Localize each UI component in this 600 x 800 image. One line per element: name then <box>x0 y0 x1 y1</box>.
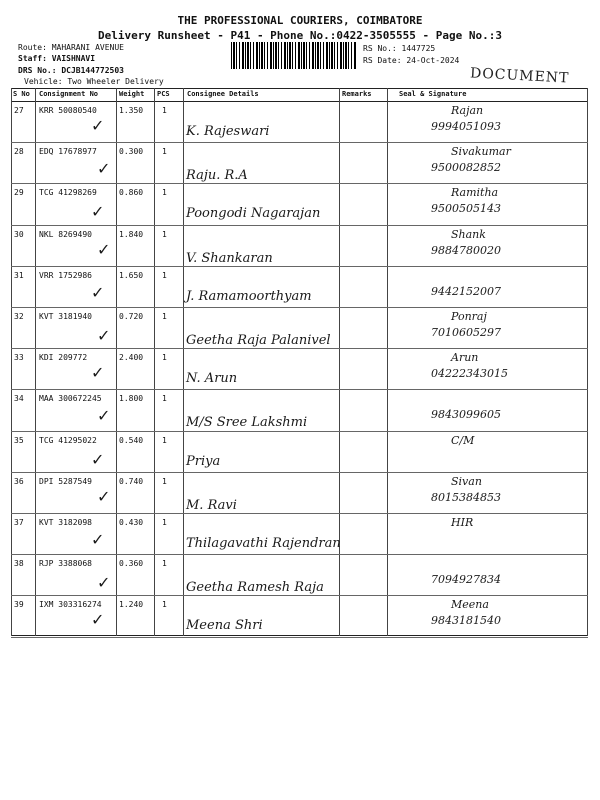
cell-consignment: KRR 50080540 <box>39 106 97 115</box>
consignee-name: M. Ravi <box>186 497 237 513</box>
consignee-phone: 9843099605 <box>431 408 501 422</box>
cell-weight: 1.350 <box>119 106 144 115</box>
cell-sno: 29 <box>14 188 24 198</box>
tick-mark: ✓ <box>91 449 105 469</box>
cell-weight: 0.360 <box>119 559 144 569</box>
cell-pcs: 1 <box>162 229 167 239</box>
cell-weight: 0.300 <box>119 147 144 157</box>
row-divider <box>11 637 588 638</box>
cell-sno: 38 <box>14 559 24 569</box>
signature: Sivan <box>451 474 482 488</box>
cell-pcs: 1 <box>162 394 167 404</box>
cell-consignment: KVT 3182098 <box>39 518 92 527</box>
cell-sno: 34 <box>14 394 24 404</box>
cell-consignment: MAA 300672245 <box>39 394 102 404</box>
rs-date: RS Date: 24-Oct-2024 <box>363 56 460 65</box>
consignee-phone: 7094927834 <box>431 573 501 587</box>
header-remarks: Remarks <box>342 90 372 98</box>
cell-pcs: 1 <box>162 559 167 569</box>
cell-weight: 2.400 <box>119 353 144 363</box>
cell-consignment: TCG 41295022 <box>39 435 97 445</box>
consignee-name: J. Ramamoorthyam <box>186 288 312 304</box>
cell-weight: 1.800 <box>119 394 144 404</box>
table-row <box>11 267 588 308</box>
tick-mark: ✓ <box>91 610 105 630</box>
cell-weight: 0.720 <box>119 312 144 321</box>
consignee-phone: 04222343015 <box>431 367 508 381</box>
rs-number: RS No.: 1447725 <box>363 44 436 53</box>
barcode <box>231 42 356 69</box>
consignee-name: Raju. R.A <box>186 168 248 184</box>
table-row <box>11 390 588 431</box>
tick-mark: ✓ <box>97 573 111 593</box>
consignee-name: Thilagavathi Rajendran <box>186 536 341 551</box>
cell-sno: 32 <box>14 312 24 321</box>
cell-sno: 30 <box>14 229 24 239</box>
consignee-name: N. Arun <box>186 371 238 387</box>
signature: Meena <box>451 598 489 612</box>
table-row <box>11 102 588 143</box>
cell-pcs: 1 <box>162 600 167 610</box>
consignee-phone: 9442152007 <box>431 284 501 298</box>
consignee-name: M/S Sree Lakshmi <box>186 415 308 431</box>
cell-consignment: KVT 3181940 <box>39 312 92 321</box>
cell-sno: 28 <box>14 147 24 157</box>
tick-mark: ✓ <box>97 239 111 259</box>
cell-pcs: 1 <box>162 270 167 280</box>
table-row <box>11 308 588 349</box>
table-row <box>11 596 588 637</box>
cell-weight: 1.240 <box>119 600 144 610</box>
table-row <box>11 143 588 184</box>
consignee-phone: 8015384853 <box>431 490 501 504</box>
route-label: Route: MAHARANI AVENUE <box>18 43 124 52</box>
cell-weight: 0.540 <box>119 435 144 445</box>
consignee-name: Poongodi Nagarajan <box>186 206 321 222</box>
table-row <box>11 514 588 555</box>
tick-mark: ✓ <box>97 486 111 506</box>
cell-pcs: 1 <box>162 188 167 198</box>
cell-sno: 35 <box>14 435 24 445</box>
tick-mark: ✓ <box>91 363 105 383</box>
tick-mark: ✓ <box>97 159 111 179</box>
cell-weight: 0.740 <box>119 476 144 486</box>
cell-sno: 39 <box>14 600 24 610</box>
header-pcs: PCS <box>157 90 170 98</box>
cell-sno: 36 <box>14 476 24 486</box>
table-row <box>11 349 588 390</box>
drs-number: DRS No.: DCJB144772503 <box>18 66 124 75</box>
cell-consignment: TCG 41298269 <box>39 188 97 198</box>
runsheet-table <box>11 88 588 636</box>
cell-weight: 1.840 <box>119 229 144 239</box>
cell-pcs: 1 <box>162 312 167 321</box>
tick-mark: ✓ <box>91 282 105 302</box>
table-row <box>11 184 588 225</box>
cell-pcs: 1 <box>162 147 167 157</box>
table-top-border <box>11 88 588 89</box>
cell-consignment: RJP 3388068 <box>39 559 92 569</box>
signature: Rajan <box>451 104 484 117</box>
consignee-phone: 9843181540 <box>431 614 501 628</box>
tick-mark: ✓ <box>97 406 111 426</box>
cell-consignment: DPI 5287549 <box>39 476 92 486</box>
tick-mark: ✓ <box>91 116 105 135</box>
cell-sno: 33 <box>14 353 24 363</box>
consignee-phone: 9500505143 <box>431 202 501 216</box>
cell-consignment: VRR 1752986 <box>39 270 92 280</box>
cell-consignment: NKL 8269490 <box>39 229 92 239</box>
consignee-phone: 7010605297 <box>431 326 501 339</box>
cell-pcs: 1 <box>162 435 167 445</box>
consignee-phone: 9884780020 <box>431 243 501 257</box>
consignee-name: Priya <box>186 453 221 469</box>
table-row <box>11 226 588 267</box>
vehicle-label: Vehicle: Two Wheeler Delivery <box>24 77 164 86</box>
signature: Arun <box>451 351 479 365</box>
staff-label: Staff: VAISHNAVI <box>18 54 96 63</box>
cell-weight: 0.860 <box>119 188 144 198</box>
cell-sno: 37 <box>14 518 24 527</box>
signature: Shank <box>451 227 486 241</box>
cell-consignment: EDQ 17678977 <box>39 147 97 157</box>
consignee-name: Geetha Ramesh Raja <box>186 580 324 596</box>
tick-mark: ✓ <box>97 326 111 345</box>
cell-sno: 27 <box>14 106 24 115</box>
tick-mark: ✓ <box>91 530 105 549</box>
tick-mark: ✓ <box>91 202 105 222</box>
header-consignee: Consignee Details <box>187 90 259 98</box>
cell-consignment: IXM 303316274 <box>39 600 102 610</box>
consignee-name: Meena Shri <box>186 618 263 634</box>
company-title: THE PROFESSIONAL COURIERS, COIMBATORE <box>177 14 423 27</box>
header-consignment: Consignment No <box>39 90 99 98</box>
header-seal: Seal & Signature <box>399 90 467 98</box>
cell-pcs: 1 <box>162 518 167 527</box>
cell-weight: 1.650 <box>119 270 144 280</box>
consignee-name: V. Shankaran <box>186 250 273 266</box>
cell-consignment: KDI 209772 <box>39 353 88 363</box>
runsheet-title: Delivery Runsheet - P41 - Phone No.:0422-3505555 - Page No.:3 <box>98 29 502 42</box>
table-row <box>11 432 588 473</box>
signature: HIR <box>451 516 474 529</box>
cell-weight: 0.430 <box>119 518 144 527</box>
header-sno: S No <box>13 90 30 98</box>
signature: C/M <box>451 433 475 447</box>
signature: Sivakumar <box>451 145 511 159</box>
table-row <box>11 555 588 596</box>
cell-pcs: 1 <box>162 476 167 486</box>
cell-sno: 31 <box>14 270 24 280</box>
consignee-phone: 9500082852 <box>431 161 501 175</box>
cell-pcs: 1 <box>162 106 167 115</box>
cell-pcs: 1 <box>162 353 167 363</box>
table-row <box>11 473 588 514</box>
signature: Ponraj <box>451 310 487 323</box>
consignee-phone: 9994051093 <box>431 120 501 133</box>
document-stamp: DOCUMENT <box>469 65 570 87</box>
consignee-name: Geetha Raja Palanivel <box>186 333 331 348</box>
header-weight: Weight <box>119 90 145 98</box>
signature: Ramitha <box>451 186 499 200</box>
consignee-name: K. Rajeswari <box>186 124 270 139</box>
